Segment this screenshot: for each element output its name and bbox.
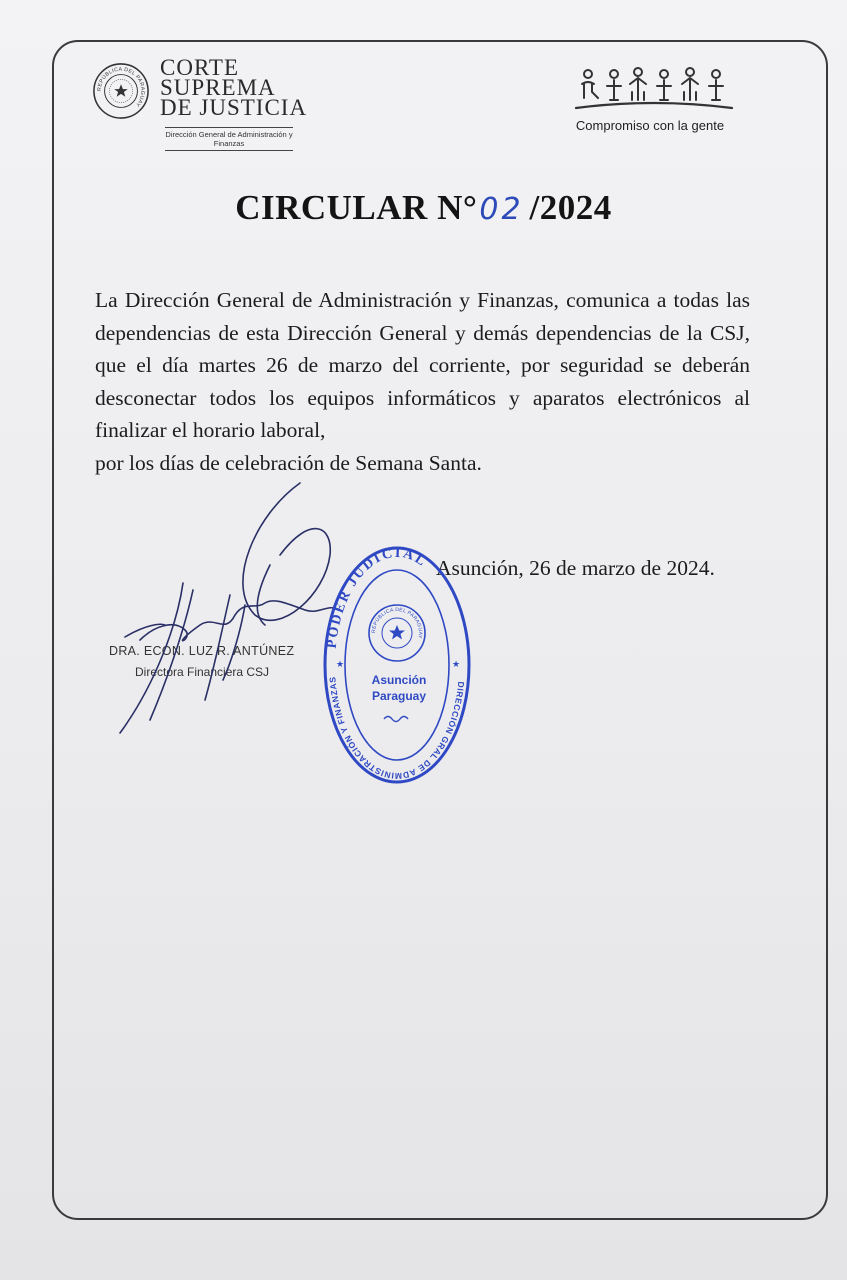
title-prefix: CIRCULAR N° xyxy=(235,188,478,227)
signer-name: DRA. ECON. LUZ R. ANTÚNEZ xyxy=(109,644,295,658)
people-logo-icon xyxy=(574,66,734,116)
title-suffix: /2024 xyxy=(529,188,612,227)
slogan: Compromiso con la gente xyxy=(575,118,725,133)
stamp-flourish xyxy=(384,717,408,722)
official-stamp xyxy=(322,545,472,785)
stamp-country: Paraguay xyxy=(371,689,427,703)
stamp-star-right: ★ xyxy=(452,659,461,669)
svg-text:PODER JUDICIAL xyxy=(325,546,430,649)
stamp-city: Asunción xyxy=(371,673,427,687)
department-name: Dirección General de Administración y Finanzas xyxy=(165,130,293,148)
institution-line3: DE JUSTICIA xyxy=(160,95,308,120)
csj-seal-icon xyxy=(92,62,150,120)
stamp-top-text: PODER JUDICIAL xyxy=(324,545,430,650)
header-divider xyxy=(165,150,293,151)
circular-number: 02 xyxy=(479,192,524,227)
institution-line1: CORTE xyxy=(160,55,240,80)
stamp-inner-seal-text: REPÚBLICA DEL PARAGUAY xyxy=(370,606,424,640)
stamp-star-left: ★ xyxy=(336,659,345,669)
circular-title xyxy=(0,188,847,228)
institution-name xyxy=(160,55,308,120)
stamp-bottom-text: DIRECCIÓN GRAL DE ADMINISTRACIÓN Y FINANZAS xyxy=(327,676,467,782)
body-paragraph-last-line: por los días de celebración de Semana Santa. xyxy=(95,450,482,475)
place-and-date: Asunción, 26 de marzo de 2024. xyxy=(436,556,715,580)
circular-body xyxy=(95,284,750,479)
institution-line2: SUPREMA xyxy=(160,75,276,100)
seal-text: REPÚBLICA DEL PARAGUAY xyxy=(96,66,146,108)
body-paragraph: La Dirección General de Administración y Finanzas, comunica a todas las dependencias de esta Dirección General y demás dependencias de la CSJ, que el día martes 26 de marzo del corriente, por seguridad se deberán desconectar todos los equipos informáticos y aparatos electrónicos al finalizar el horario laboral, xyxy=(95,288,750,442)
signer-role: Directora Financiera CSJ xyxy=(135,665,270,679)
header-divider xyxy=(165,127,293,128)
